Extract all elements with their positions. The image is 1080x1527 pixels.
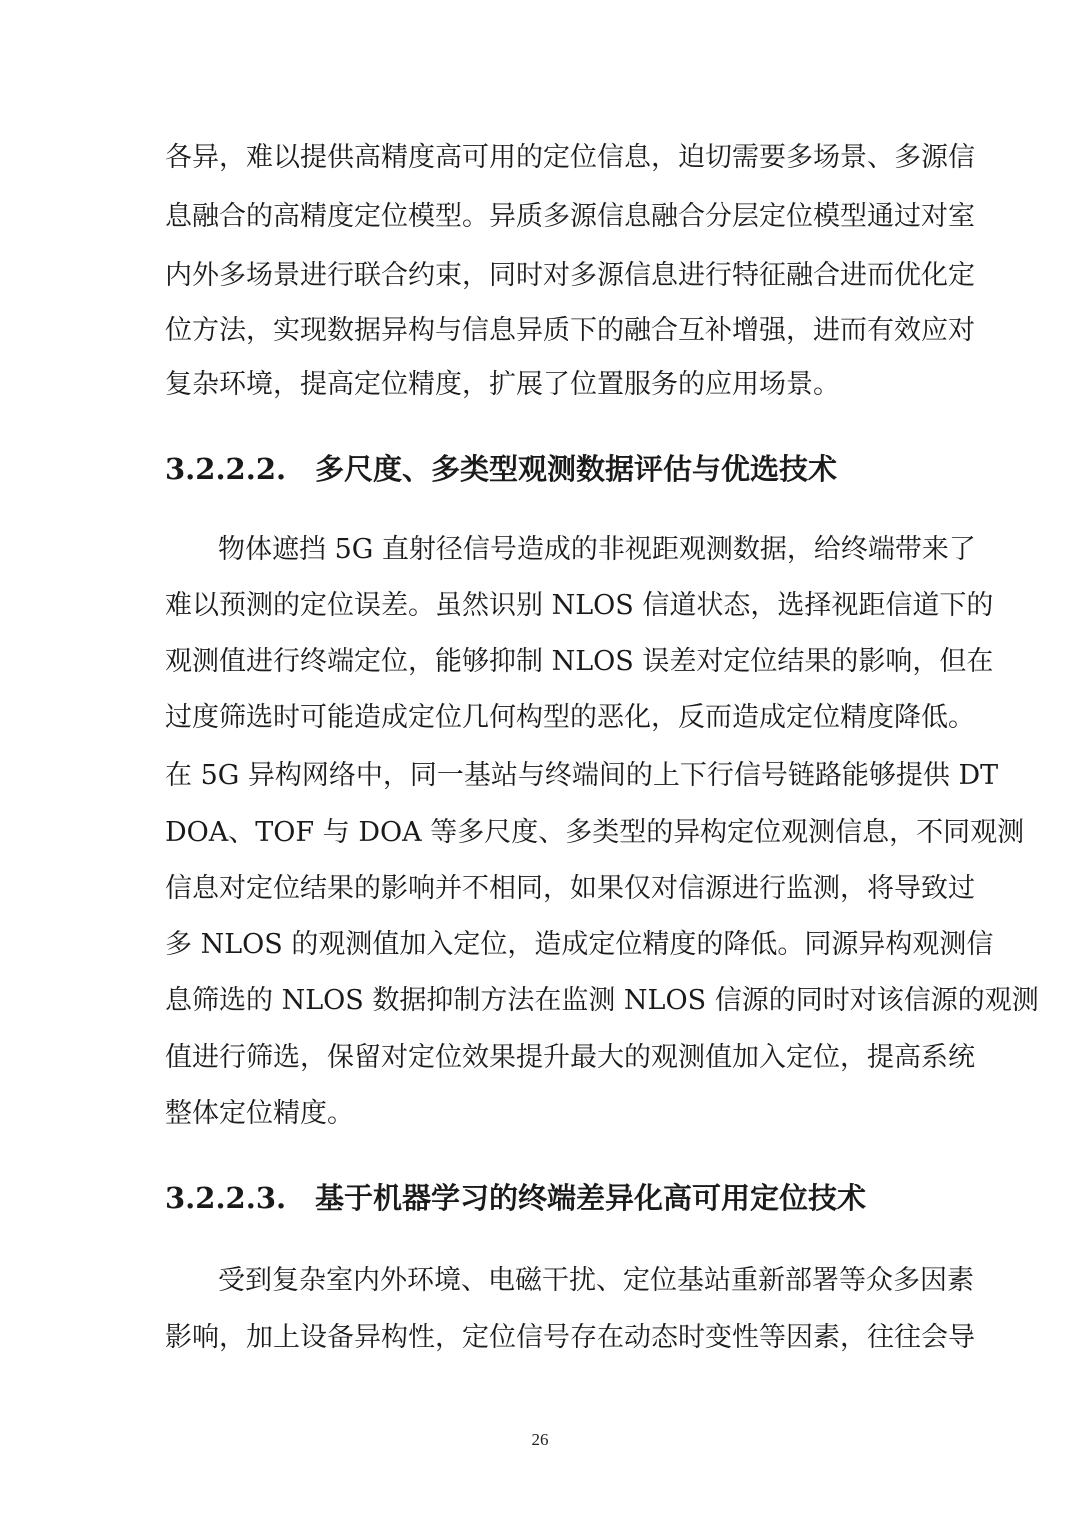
paragraph-2-line-10: 值进行筛选，保留对定位效果提升最大的观测值加入定位，提高系统	[165, 1042, 975, 1073]
paragraph-2-line-11: 整体定位精度。	[165, 1098, 354, 1129]
section-number: 3.2.2.3.	[165, 1181, 287, 1215]
paragraph-2-line-8: 多 NLOS 的观测值加入定位，造成定位精度的降低。同源异构观测信	[165, 929, 994, 960]
paragraph-2-line-5: 在 5G 异构网络中，同一基站与终端间的上下行信号链路能够提供 DT	[165, 760, 999, 791]
paragraph-1-line-3: 内外多场景进行联合约束，同时对多源信息进行特征融合进而优化定	[165, 260, 975, 291]
paragraph-2-line-3: 观测值进行终端定位，能够抑制 NLOS 误差对定位结果的影响，但在	[165, 646, 994, 677]
paragraph-2-line-6: DOA、TOF 与 DOA 等多尺度、多类型的异构定位观测信息，不同观测	[165, 817, 1025, 848]
section-heading-3-2-2-3	[165, 1171, 866, 1225]
paragraph-1-line-1: 各异，难以提供高精度高可用的定位信息，迫切需要多场景、多源信	[165, 142, 975, 173]
paragraph-2-line-7: 信息对定位结果的影响并不相同，如果仅对信源进行监测，将导致过	[165, 873, 975, 904]
page-number: 26	[531, 1430, 549, 1449]
paragraph-3-line-2: 影响，加上设备异构性，定位信号存在动态时变性等因素，往往会导	[165, 1322, 975, 1353]
paragraph-1-line-5: 复杂环境，提高定位精度，扩展了位置服务的应用场景。	[165, 369, 840, 400]
section-title: 多尺度、多类型观测数据评估与优选技术	[315, 452, 838, 486]
paragraph-3-line-1: 受到复杂室内外环境、电磁干扰、定位基站重新部署等众多因素	[218, 1265, 974, 1296]
section-heading-3-2-2-2	[165, 442, 837, 496]
paragraph-2-line-9: 息筛选的 NLOS 数据抑制方法在监测 NLOS 信源的同时对该信源的观测	[165, 985, 1039, 1016]
section-number: 3.2.2.2.	[165, 452, 287, 486]
paragraph-2-line-2: 难以预测的定位误差。虽然识别 NLOS 信道状态，选择视距信道下的	[165, 590, 994, 621]
paragraph-2-line-1: 物体遮挡 5G 直射径信号造成的非视距观测数据，给终端带来了	[218, 534, 976, 565]
section-title: 基于机器学习的终端差异化高可用定位技术	[315, 1181, 867, 1215]
paragraph-1-line-4: 位方法，实现数据异构与信息异质下的融合互补增强，进而有效应对	[165, 315, 975, 346]
paragraph-2-line-4: 过度筛选时可能造成定位几何构型的恶化，反而造成定位精度降低。	[165, 702, 975, 733]
paragraph-1-line-2: 息融合的高精度定位模型。异质多源信息融合分层定位模型通过对室	[165, 201, 975, 232]
